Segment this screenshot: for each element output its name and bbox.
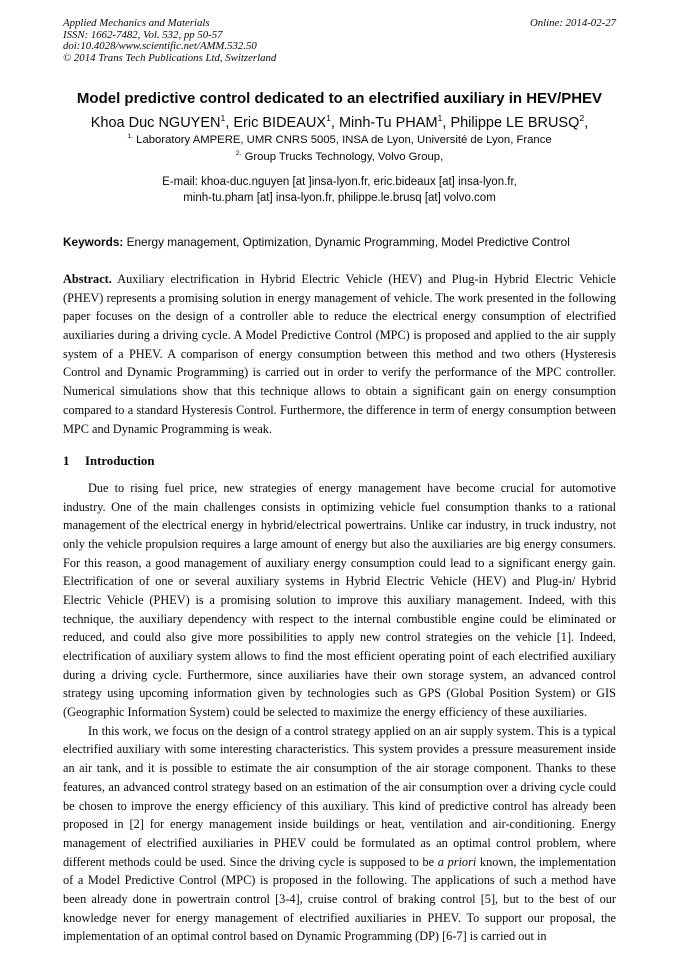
intro-paragraph-2: [63, 722, 616, 946]
section-heading-introduction: [63, 453, 616, 470]
section-number: 1: [63, 454, 70, 469]
author-affiliation-ref: 1: [220, 112, 226, 123]
author-line: [63, 114, 616, 133]
abstract-text: Auxiliary electrification in Hybrid Electric Vehicle (HEV) and Plug-in Hybrid Electric Vehicle (PHEV) represents a promising solution in energy management of vehicle. The work presented in the following paper focuses on the design of a controller able to reduce the electrical energy consumption of electrified auxiliaries during a driving cycle. A Model Predictive Control (MPC) is proposed and applied to the air supply system of a PHEV. A comparison of energy consumption between this method and two others (Hysteresis Control and Dynamic Programming) is carried out in order to verify the performance of the MPC controller. Numerical simulations show that this technique allows to obtain a significant gain on energy consumption compared to a standard Hysteresis Control. Furthermore, the difference in term of energy consumption between MPC and Dynamic Programming is weak.: [63, 272, 616, 436]
author-affiliation-ref: 1: [326, 112, 331, 123]
author-separator: ,: [330, 114, 339, 131]
abstract-label: Abstract.: [63, 272, 112, 287]
keywords-label: Keywords:: [63, 234, 124, 249]
affiliation-1: [63, 132, 616, 149]
intro-paragraph-2-pre: In this work, we focus on the design of a control strategy applied on an air supply system. This is a typical electrified auxiliary with some interesting characteristics. This system provides a pressure measurement inside an air tank, and it is possible to estimate the air consumption of the air storage component. Thanks to these features, an advanced control strategy based on an estimation of the air consumption over a driving cycle could be chosen to improve the energy efficiency of this auxiliary. This kind of predictive control has already been proposed in [2] for energy management inside buildings or heat, ventilation and air-conditioning. Energy management of electrified auxiliaries in PHEV could be formulated as an optimal control problem, where different methods could be used. Since the driving cycle is supposed to be: [63, 723, 616, 869]
publication-header: [63, 18, 616, 65]
affiliation-2-text: Group Trucks Technology, Volvo Group,: [244, 151, 444, 164]
author-name: Eric BIDEAUX: [233, 114, 327, 131]
intro-paragraph-1: Due to rising fuel price, new strategies of energy management have become crucial for automotive industry. One of the main challenges consists in optimizing vehicle fuel consumption thanks to a rational management of the electrical energy in hybrid/electrical powertrains. Unlike car industry, in truck industry, not only the vehicle propulsion requires a large amount of energy but also the auxiliaries are big energy consumers. For this reason, a good management of auxiliary energy consumption could lead to a significant energy gain. Electrification of one or several auxiliary systems in Hybrid Electric Vehicle (HEV) and Plug-in/ Hybrid Electric Vehicle (PHEV) is a promising solution to improve this auxiliary management. Indeed, with this technique, the auxiliary dependency with respect to the internal combustible engine could be eliminated or reduced, and could also give more possibilities to apply new control strategies on the vehicle [1]. Indeed, electrification of auxiliary system allows to find the most efficient operating point of each electrified auxiliary during a driving cycle. Furthermore, since auxiliaries have their own storage system, an advanced control strategy using upcoming information given by technologies such as GPS (Global Position System) or GIS (Geographic Information System) could be selected to maximize the energy efficiency of these auxiliaries.: [63, 480, 616, 720]
paper-title: Model predictive control dedicated to an electrified auxiliary in HEV/PHEV: [76, 89, 603, 107]
email-line-1: E-mail: khoa-duc.nguyen [at ]insa-lyon.fr, eric.bideaux [at] insa-lyon.fr,: [162, 176, 517, 189]
author-name: Philippe LE BRUSQ: [450, 114, 580, 131]
affiliation-2: [63, 149, 616, 166]
affiliation-1-text: Laboratory AMPERE, UMR CNRS 5005, INSA de Lyon, Université de Lyon, France: [136, 134, 552, 147]
author-separator: ,: [584, 114, 589, 131]
author-name: Khoa Duc NGUYEN: [90, 114, 221, 131]
online-date: Online: 2014-02-27: [529, 17, 616, 29]
author-affiliation-ref: 1: [437, 112, 443, 123]
issn-volume-pages: ISSN: 1662-7482, Vol. 532, pp 50-57: [63, 28, 223, 41]
keywords-text: Energy management, Optimization, Dynamic Programming, Model Predictive Control: [126, 234, 570, 249]
author-separator: ,: [225, 114, 234, 131]
affiliation-1-marker: 1.: [127, 133, 134, 141]
intro-paragraph-2-post: known, the implementation of a Model Predictive Control (MPC) is proposed in the following. The applications of such a method have been already done in powertrain control [3-4], cruise control of braking control [5], but to the best of our knowledge never for energy management of electrified auxiliaries in PHEV. To support our proposal, the implementation of an optimal control based on Dynamic Programming (DP) [6-7] is carried out in: [63, 854, 616, 944]
intro-paragraph-2-italic: a priori: [437, 854, 477, 869]
email-block: [63, 174, 616, 206]
affiliation-2-marker: 2.: [235, 150, 242, 158]
author-separator: ,: [442, 114, 451, 131]
author-name: Minh-Tu PHAM: [338, 114, 438, 131]
doi-line: doi:10.4028/www.scientific.net/AMM.532.50: [63, 40, 257, 53]
abstract: [63, 270, 616, 438]
author-affiliation-ref: 2: [579, 112, 585, 123]
journal-name: Applied Mechanics and Materials: [63, 17, 210, 29]
keywords-line: [63, 234, 616, 251]
publication-info: [63, 18, 276, 65]
email-line-2: minh-tu.pham [at] insa-lyon.fr, philippe.le.brusq [at] volvo.com: [183, 192, 496, 205]
section-title: Introduction: [85, 454, 155, 469]
copyright-line: © 2014 Trans Tech Publications Ltd, Switzerland: [63, 51, 277, 64]
